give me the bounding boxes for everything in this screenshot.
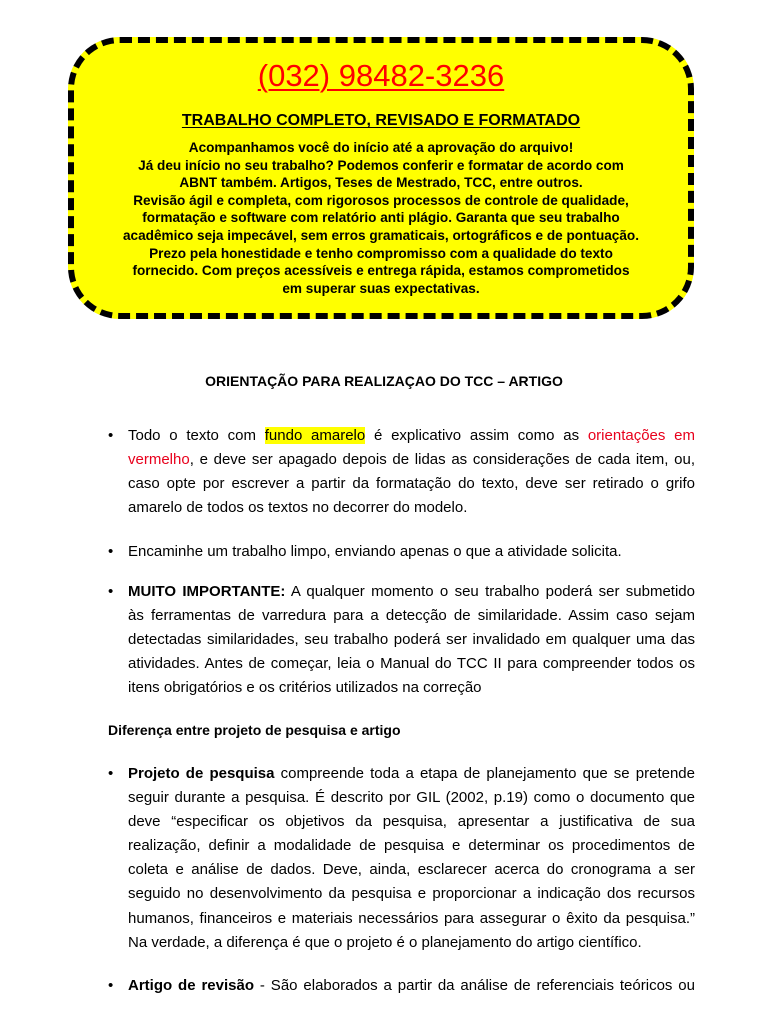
- bullet-marker: •: [108, 977, 114, 994]
- ad-headline: TRABALHO COMPLETO, REVISADO E FORMATADO: [181, 112, 581, 129]
- ad-line: Já deu início no seu trabalho? Podemos conferir e formatar de acordo com: [138, 157, 624, 173]
- advertisement-box: [68, 37, 694, 319]
- bullet-paragraph-clean-work: [128, 540, 695, 564]
- paragraph-line: Todo o texto com fundo amarelo é explicativo assim como as orientações em: [128, 427, 695, 444]
- paragraph-line: Na verdade, a diferença é que o projeto é o planejamento do artigo científico.: [128, 933, 642, 951]
- highlighted-text: fundo amarelo: [264, 427, 366, 444]
- paragraph-line: amarelo de todos os textos no decorrer do modelo.: [128, 499, 468, 517]
- ad-line: fornecido. Com preços acessíveis e entrega rápida, estamos comprometidos: [132, 263, 630, 279]
- bullet-paragraph-yellow-notice: [128, 424, 695, 520]
- paragraph-line: seguido no desenvolvimento da pesquisa e proporcionar a indicação dos recursos: [128, 885, 695, 903]
- bullet-marker: •: [108, 583, 114, 600]
- paragraph-line: coleta e análise de dados. Deve, ainda, esclarecer acerca do cronograma a ser: [128, 861, 695, 879]
- ad-line: Revisão ágil e completa, com rigorosos processos de controle de qualidade,: [133, 192, 629, 208]
- bullet-paragraph-review-article: [128, 974, 695, 998]
- paragraph-line: às ferramentas de varredura para a detecção de similaridade. Assim caso sejam: [128, 607, 695, 625]
- bold-label: MUITO IMPORTANTE:: [128, 583, 286, 600]
- paragraph-line: Encaminhe um trabalho limpo, enviando apenas o que a atividade solicita.: [128, 543, 622, 560]
- bullet-marker: •: [108, 427, 114, 444]
- bold-label: Artigo de revisão: [128, 977, 255, 994]
- ad-line: Acompanhamos você do início até a aprovação do arquivo!: [188, 140, 574, 155]
- paragraph-line: itens obrigatórios e os critérios utilizados na correção: [128, 679, 482, 697]
- paragraph-line: MUITO IMPORTANTE: A qualquer momento o seu trabalho poderá ser submetido: [128, 583, 695, 600]
- ad-phone-number[interactable]: (032) 98482-3236: [257, 58, 505, 93]
- document-title: ORIENTAÇÃO PARA REALIZAÇAO DO TCC – ARTIGO: [205, 373, 563, 389]
- red-text: vermelho: [128, 451, 190, 469]
- paragraph-line: deve “especificar os objetivos da pesquisa, apresentar a justificativa de sua: [128, 813, 695, 831]
- paragraph-line: humanos, financeiros e materiais necessários para assegurar o êxito da pesquisa.”: [128, 909, 695, 927]
- ad-body-text: [84, 139, 678, 297]
- ad-line: formatação e software com relatório anti plágio. Garanta que seu trabalho: [142, 210, 620, 226]
- paragraph-line: realização, definir a modalidade de pesquisa e determinar os procedimentos de: [128, 837, 695, 855]
- red-text: orientações em: [587, 427, 695, 444]
- ad-line: em superar suas expectativas.: [282, 280, 480, 296]
- ad-line: ABNT também. Artigos, Teses de Mestrado, TCC, entre outros.: [179, 175, 583, 191]
- paragraph-line: Projeto de pesquisa compreende toda a etapa de planejamento que se pretende: [128, 765, 695, 782]
- paragraph-line: atividades. Antes de começar, leia o Manual do TCC II para compreender todos os: [128, 655, 695, 673]
- section-heading: Diferença entre projeto de pesquisa e artigo: [108, 722, 401, 738]
- bullet-marker: •: [108, 765, 114, 782]
- paragraph-line: detectadas similaridades, seu trabalho poderá ser invalidado em qualquer uma das: [128, 631, 695, 649]
- ad-line: acadêmico seja impecável, sem erros gramaticais, ortográficos e de pontuação.: [122, 227, 640, 243]
- paragraph-line: seguir durante a pesquisa. É descrito por GIL (2002, p.19) como o documento que: [128, 789, 695, 807]
- paragraph-line: caso opte por escrever a partir da formatação do texto, deve ser retirado o grifo: [128, 475, 695, 493]
- paragraph-line: Artigo de revisão - São elaborados a partir da análise de referenciais teóricos ou: [128, 977, 695, 994]
- bold-label: Projeto de pesquisa: [128, 765, 275, 782]
- bullet-paragraph-important: [128, 580, 695, 700]
- bullet-paragraph-research-project: [128, 762, 695, 955]
- bullet-marker: •: [108, 543, 114, 560]
- ad-line: Prezo pela honestidade e tenho compromisso com a qualidade do texto: [149, 245, 613, 261]
- paragraph-line: vermelho, e deve ser apagado depois de lidas as considerações de cada item, ou,: [128, 451, 695, 469]
